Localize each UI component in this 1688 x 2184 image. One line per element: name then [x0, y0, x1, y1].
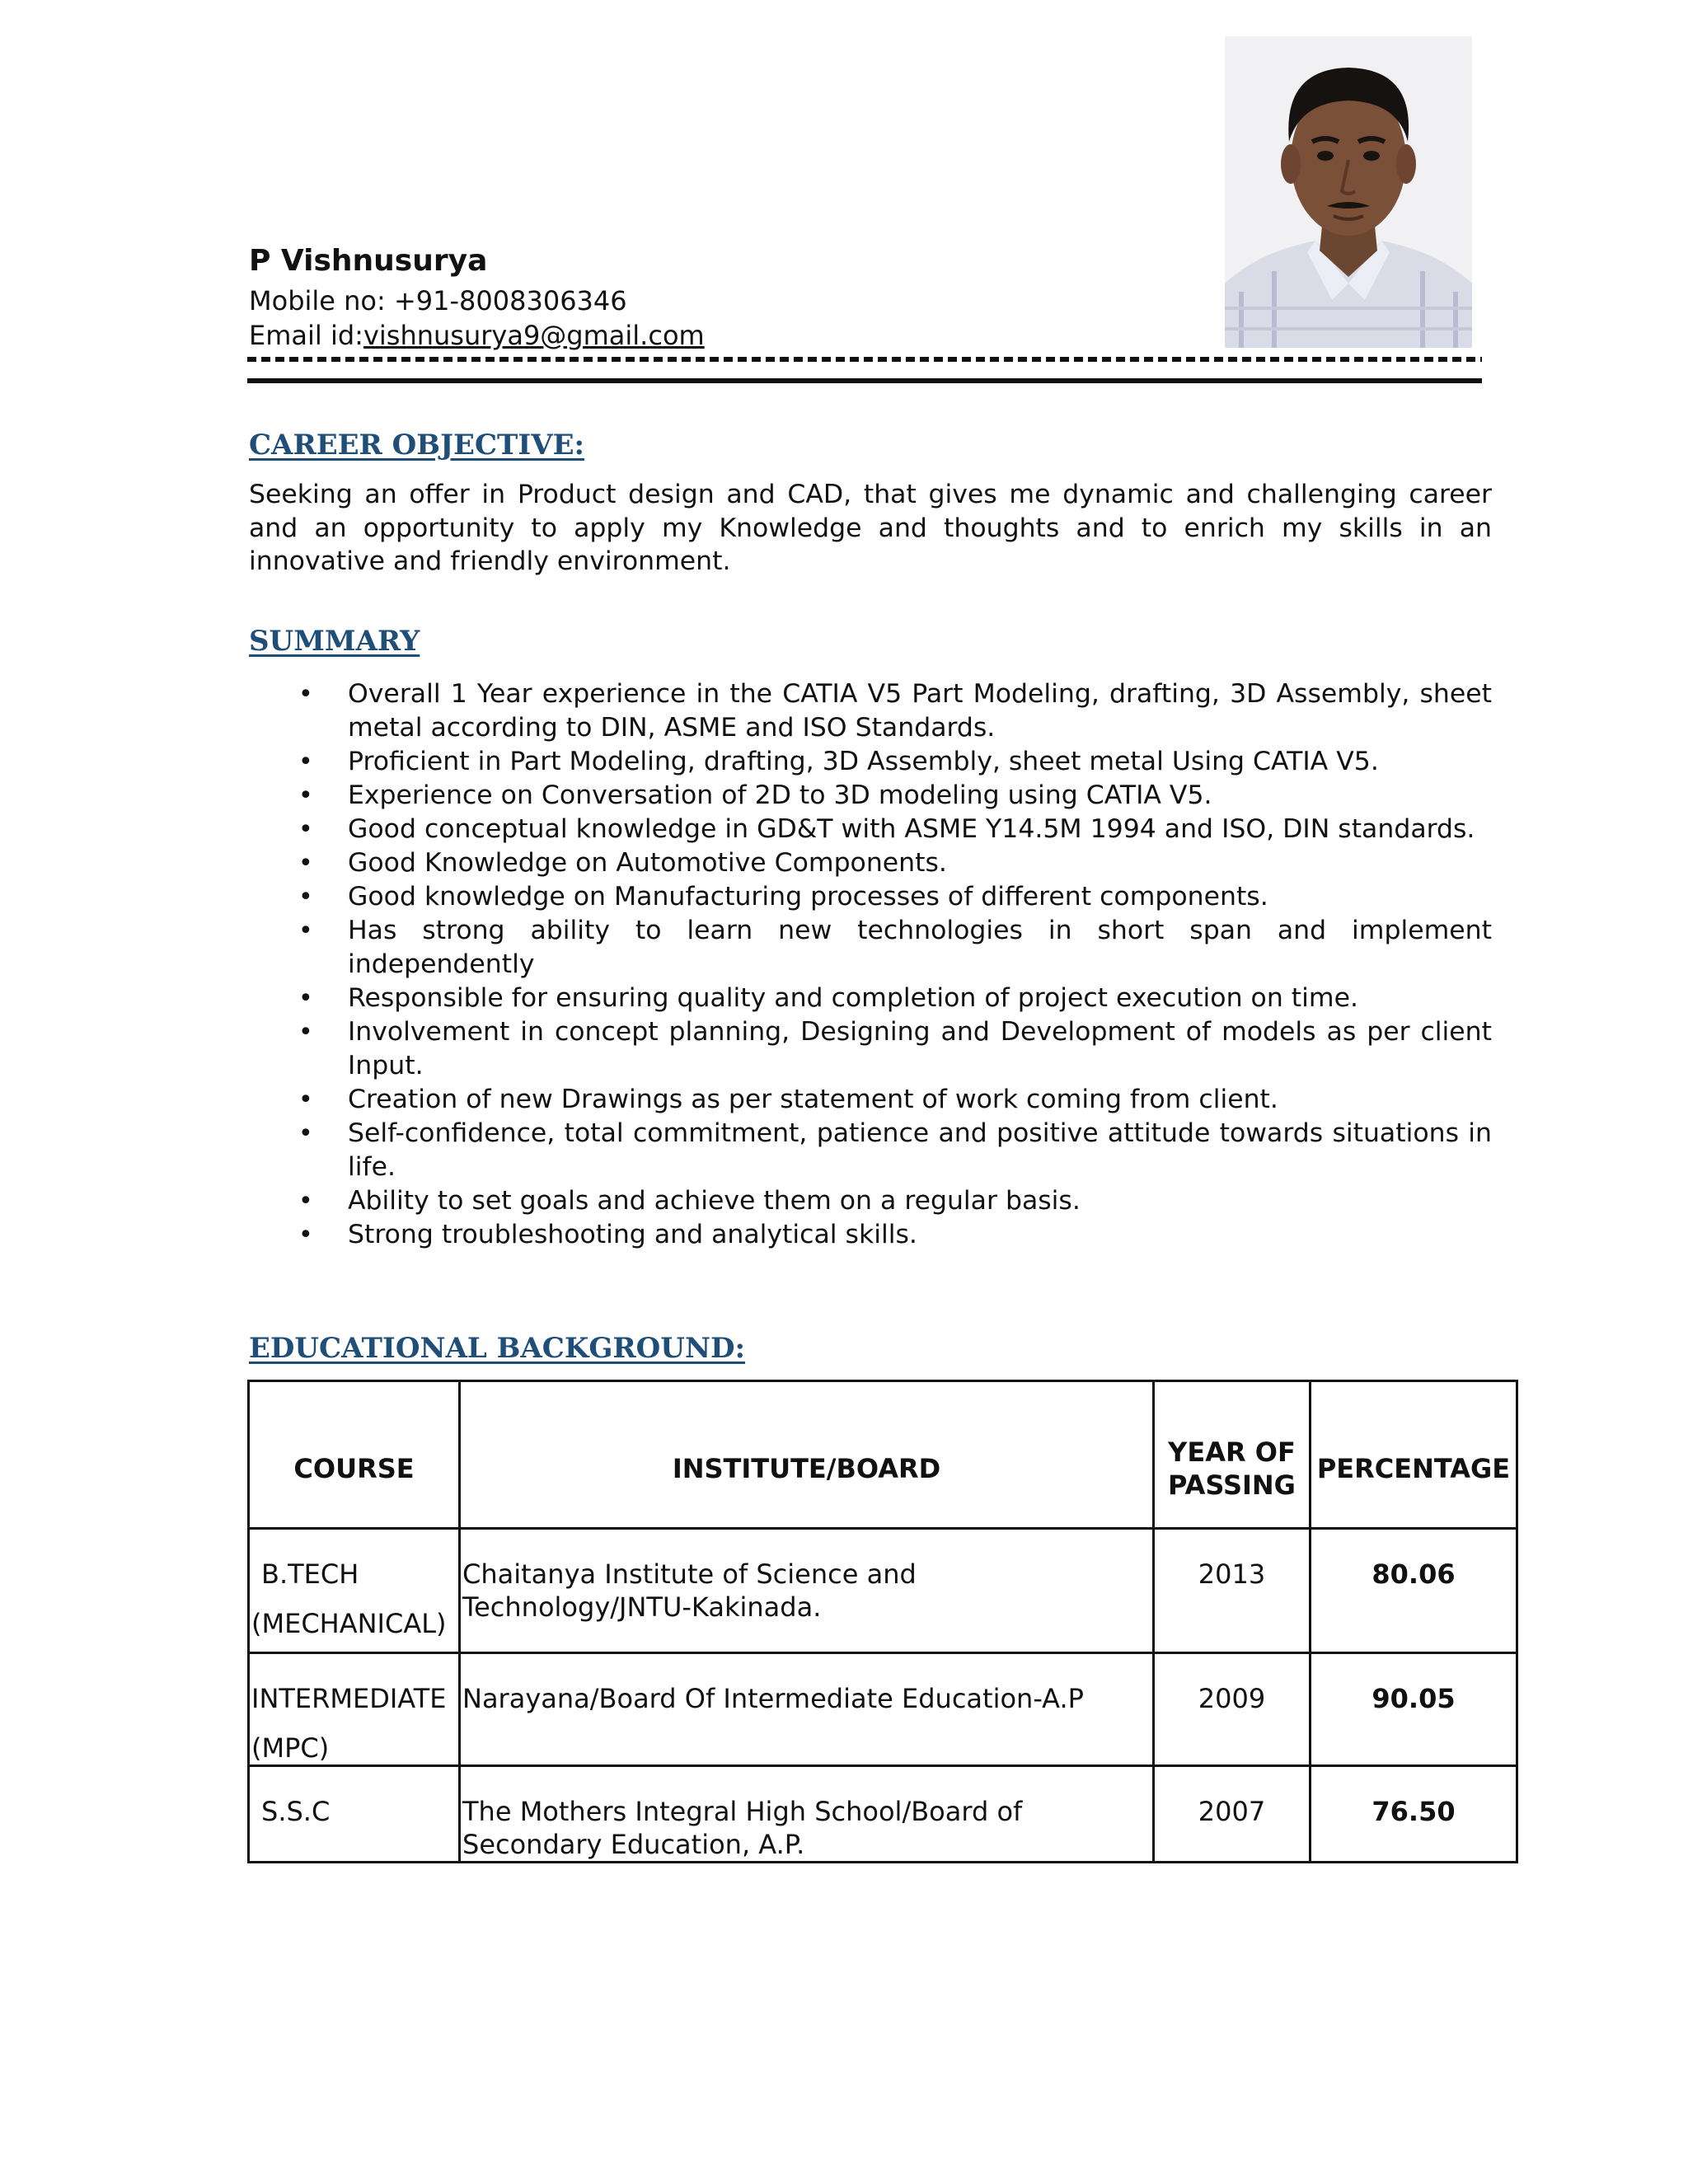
- summary-item: • Good Knowledge on Automotive Components.: [249, 846, 1492, 880]
- year-cell: 2013: [1154, 1529, 1311, 1653]
- course-cell: [249, 1529, 460, 1653]
- table-row: [249, 1529, 1517, 1653]
- dashed-divider: [247, 354, 1482, 364]
- column-header-institute: INSTITUTE/BOARD: [460, 1381, 1154, 1529]
- course-name: INTERMEDIATE: [251, 1683, 447, 1714]
- summary-item: • Good conceptual knowledge in GD&T with ASME Y14.5M 1994 and ISO, DIN standards.: [249, 813, 1492, 846]
- percentage-cell: 76.50: [1311, 1766, 1517, 1863]
- institute-cell: Chaitanya Institute of Science and Technology/JNTU-Kakinada.: [460, 1529, 1154, 1653]
- summary-heading: SUMMARY: [249, 625, 420, 658]
- career-objective-heading: CAREER OBJECTIVE:: [249, 429, 585, 462]
- summary-item: • Experience on Conversation of 2D to 3D modeling using CATIA V5.: [249, 779, 1492, 813]
- solid-divider: [247, 378, 1482, 383]
- summary-item: • Strong troubleshooting and analytical skills.: [249, 1218, 1492, 1252]
- course-name: B.TECH: [261, 1558, 359, 1590]
- course-cell: [249, 1653, 460, 1766]
- candidate-name: P Vishnusurya: [249, 244, 488, 278]
- email-label: Email id:: [249, 320, 363, 351]
- summary-item: • Good knowledge on Manufacturing processes of different components.: [249, 880, 1492, 914]
- course-stream: (MECHANICAL): [251, 1608, 447, 1639]
- email-address: [249, 320, 705, 351]
- profile-photo: [1225, 36, 1472, 348]
- institute-cell: The Mothers Integral High School/Board of Secondary Education, A.P.: [460, 1766, 1154, 1863]
- column-header-year: YEAR OF PASSING: [1154, 1381, 1311, 1529]
- mobile-value: +91-8008306346: [393, 285, 627, 316]
- percentage-cell: 90.05: [1311, 1653, 1517, 1766]
- career-objective-text: Seeking an offer in Product design and CAD, that gives me dynamic and challenging career and an opportunity to apply my Knowledge and thoughts and to enrich my skills in an innovative and friendly environment.: [249, 480, 1492, 576]
- summary-item: • Has strong ability to learn new technologies in short span and implement independently: [249, 914, 1492, 982]
- table-header-row: [249, 1381, 1517, 1529]
- column-header-percentage: PERCENTAGE: [1311, 1381, 1517, 1529]
- course-stream: (MPC): [251, 1732, 330, 1764]
- mobile-number: [249, 285, 627, 316]
- summary-item: • Responsible for ensuring quality and completion of project execution on time.: [249, 982, 1492, 1015]
- summary-item: • Creation of new Drawings as per statement of work coming from client.: [249, 1083, 1492, 1117]
- summary-item: • Overall 1 Year experience in the CATIA V5 Part Modeling, drafting, 3D Assembly, sheet metal according to DIN, ASME and ISO Standards.: [249, 677, 1492, 745]
- education-heading: EDUCATIONAL BACKGROUND:: [249, 1332, 746, 1365]
- year-cell: 2007: [1154, 1766, 1311, 1863]
- summary-item: • Self-confidence, total commitment, patience and positive attitude towards situations in life.: [249, 1117, 1492, 1184]
- table-row: [249, 1766, 1517, 1863]
- course-name: S.S.C: [261, 1796, 331, 1827]
- course-cell: [249, 1766, 460, 1863]
- summary-item: • Proficient in Part Modeling, drafting, 3D Assembly, sheet metal Using CATIA V5.: [249, 745, 1492, 779]
- summary-item: • Ability to set goals and achieve them on a regular basis.: [249, 1184, 1492, 1218]
- summary-list: [249, 677, 1492, 1252]
- mobile-label: Mobile no:: [249, 285, 394, 316]
- institute-cell: Narayana/Board Of Intermediate Education-A.P: [460, 1653, 1154, 1766]
- column-header-course: COURSE: [249, 1381, 460, 1529]
- education-table: [247, 1380, 1518, 1863]
- email-link[interactable]: vishnusurya9@gmail.com: [363, 320, 705, 351]
- table-row: [249, 1653, 1517, 1766]
- year-cell: 2009: [1154, 1653, 1311, 1766]
- percentage-cell: 80.06: [1311, 1529, 1517, 1653]
- summary-item: • Involvement in concept planning, Designing and Development of models as per client Input.: [249, 1015, 1492, 1083]
